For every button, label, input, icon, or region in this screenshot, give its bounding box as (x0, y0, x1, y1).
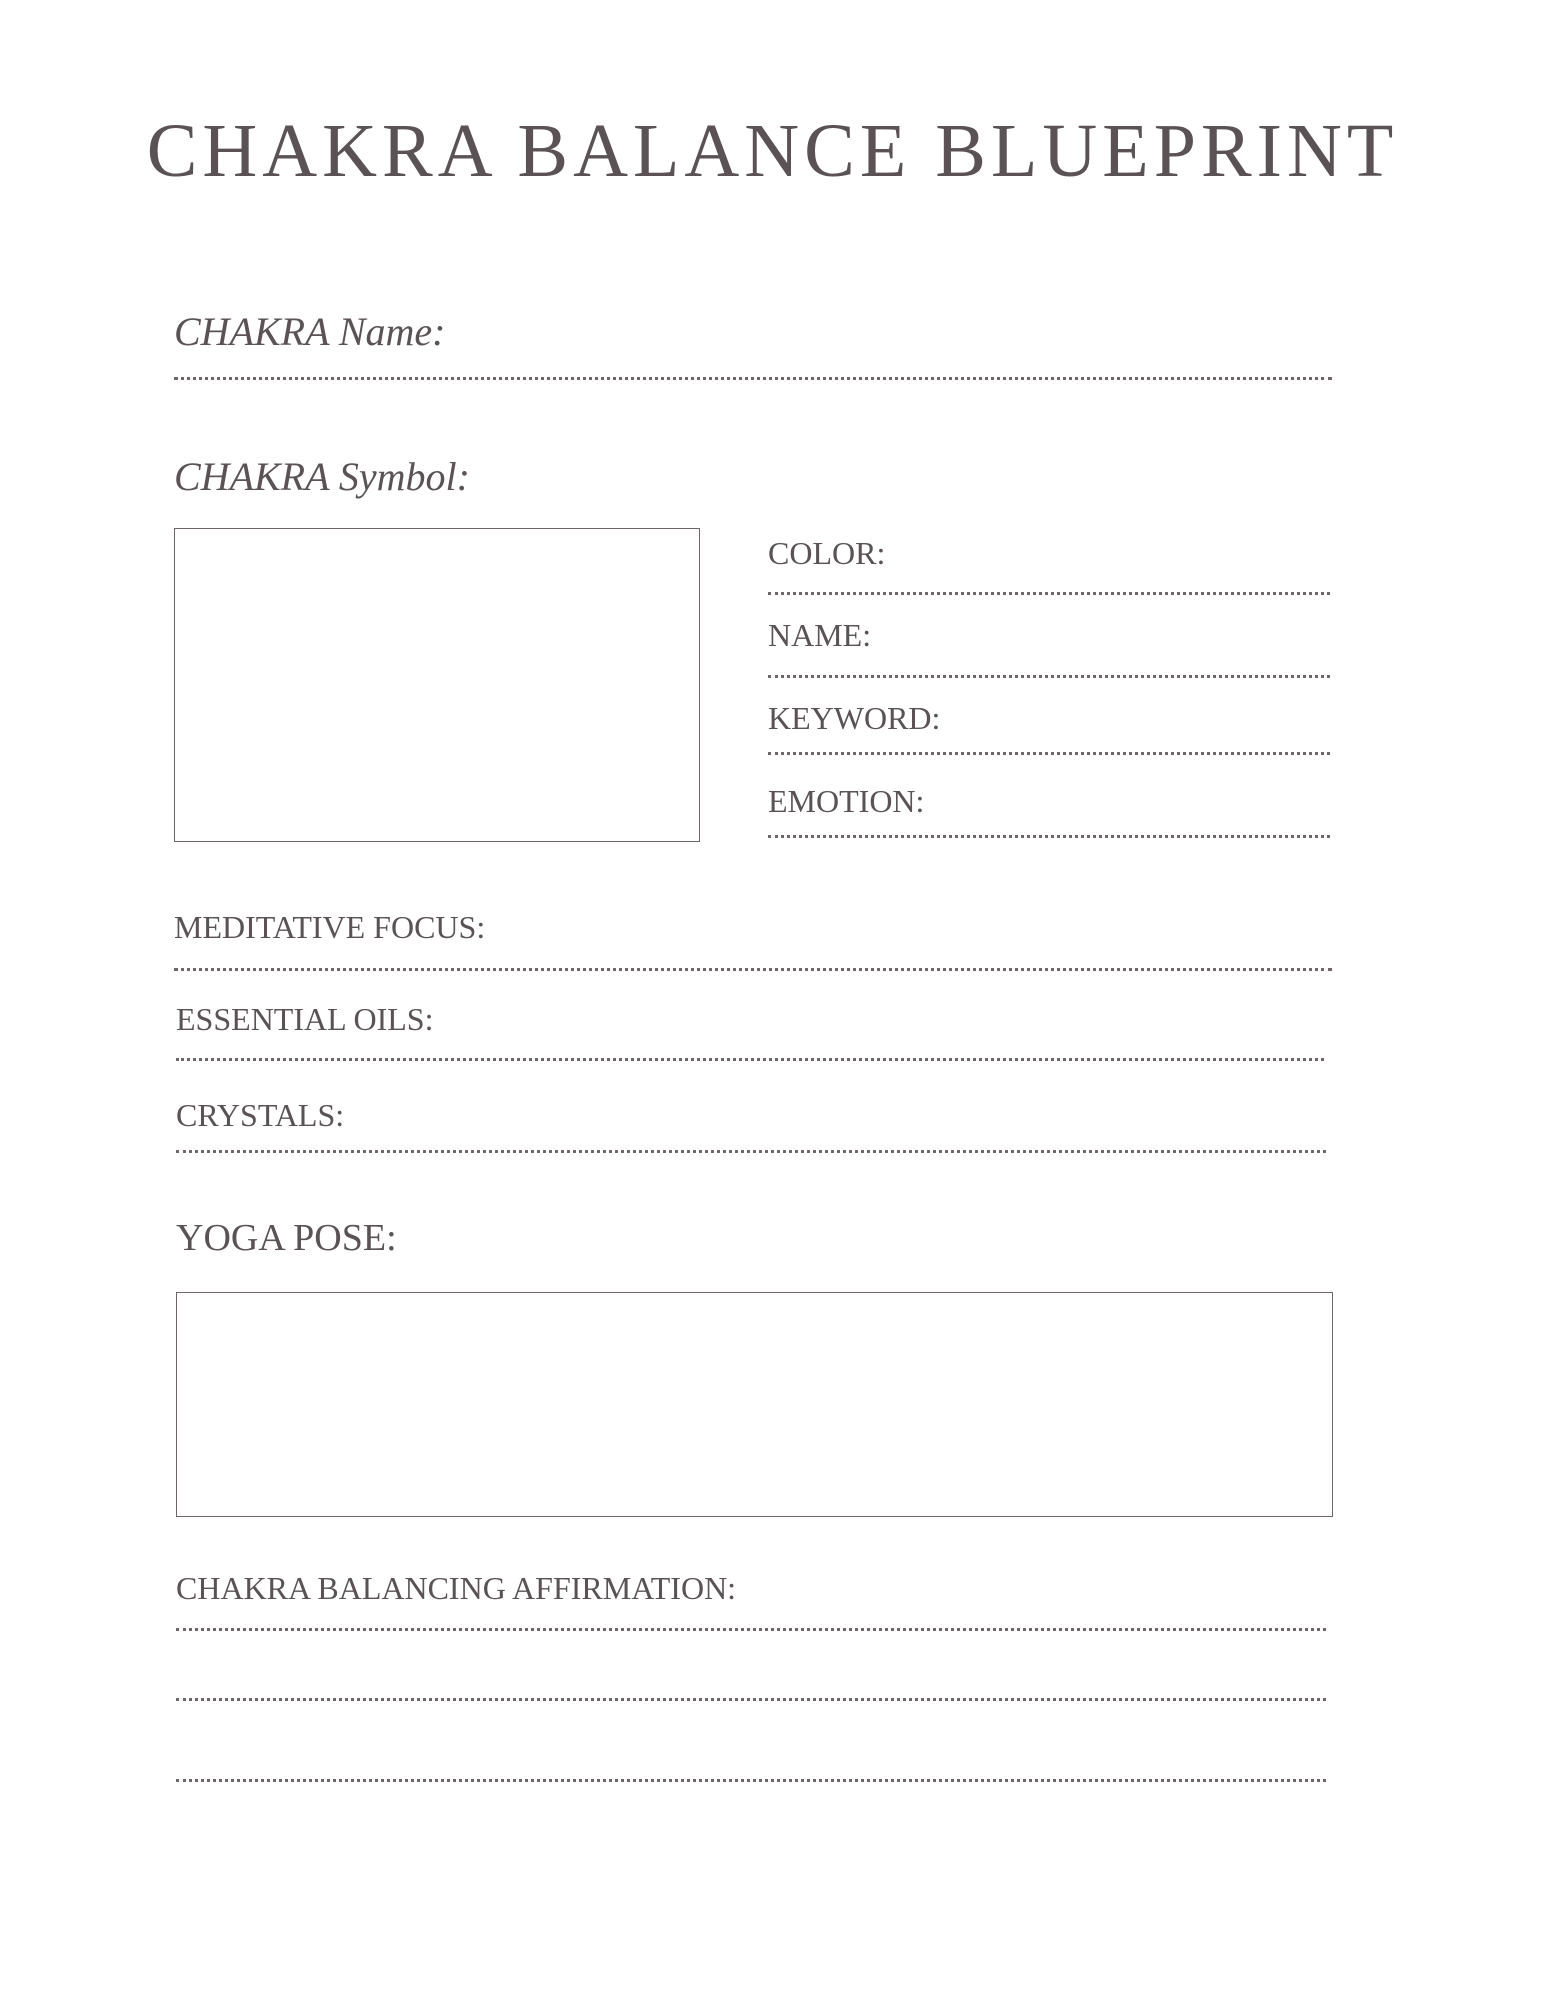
color-label: COLOR: (768, 535, 886, 571)
affirmation-label: CHAKRA BALANCING AFFIRMATION: (176, 1570, 737, 1606)
chakra-symbol-label: CHAKRA Symbol: (174, 454, 470, 499)
meditative-focus-label: MEDITATIVE FOCUS: (174, 909, 486, 945)
emotion-label: EMOTION: (768, 783, 925, 819)
keyword-label: KEYWORD: (768, 700, 941, 736)
yoga-pose-label: YOGA POSE: (176, 1217, 397, 1259)
meditative-focus-line[interactable] (174, 968, 1332, 971)
essential-oils-line[interactable] (176, 1058, 1324, 1061)
color-line[interactable] (768, 592, 1330, 595)
chakra-name-line[interactable] (174, 377, 1332, 380)
yoga-pose-box[interactable] (176, 1292, 1333, 1517)
keyword-line[interactable] (768, 752, 1330, 755)
emotion-line[interactable] (768, 835, 1330, 838)
affirmation-line-1[interactable] (176, 1628, 1326, 1631)
affirmation-line-2[interactable] (176, 1698, 1326, 1701)
name-line[interactable] (768, 675, 1330, 678)
crystals-label: CRYSTALS: (176, 1097, 345, 1133)
essential-oils-label: ESSENTIAL OILS: (176, 1001, 434, 1037)
chakra-name-label: CHAKRA Name: (174, 309, 446, 354)
affirmation-line-3[interactable] (176, 1779, 1326, 1782)
name-label: NAME: (768, 617, 872, 653)
page-title: CHAKRA BALANCE BLUEPRINT (146, 109, 1399, 193)
chakra-symbol-box[interactable] (174, 528, 700, 842)
crystals-line[interactable] (176, 1150, 1326, 1153)
